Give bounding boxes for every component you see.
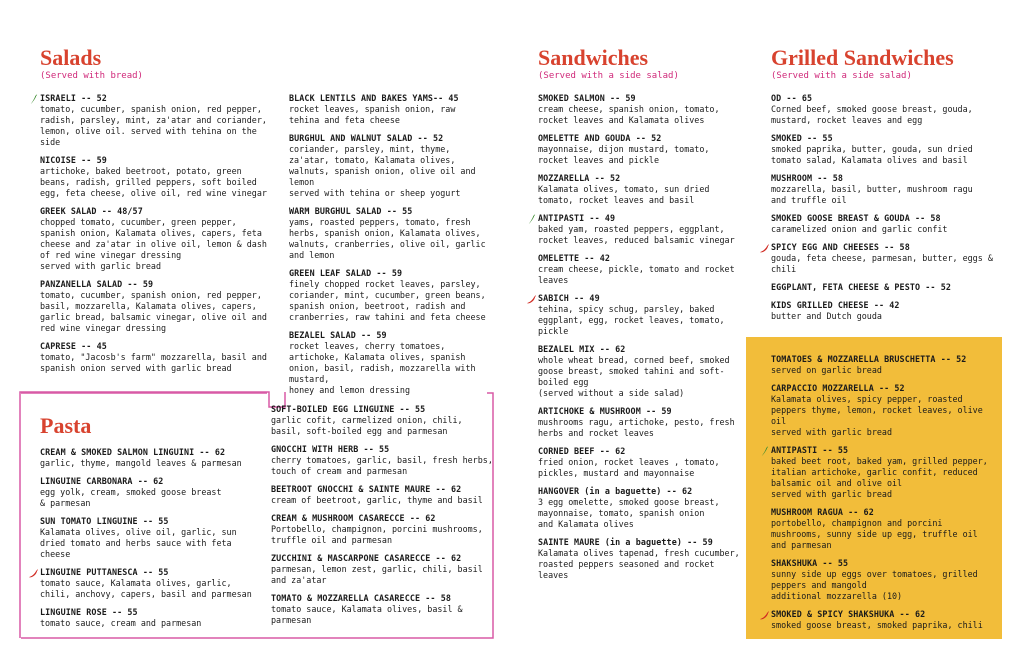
menu-item-description: butter and Dutch gouda <box>771 311 882 321</box>
red-chili-pepper-icon <box>28 568 39 579</box>
sandwich-menu-item <box>538 406 743 439</box>
sandwich-menu-item <box>538 213 743 246</box>
grilled-sandwich-menu-item <box>771 133 1001 166</box>
menu-item-name: GNOCCHI WITH HERB -- 55 <box>271 444 390 454</box>
menu-item-name: SMOKED & SPICY SHAKSHUKA -- 62 <box>771 609 926 619</box>
salad-menu-item <box>40 206 270 272</box>
sandwich-menu-item <box>538 133 743 166</box>
menu-item-name: SMOKED GOOSE BREAST & GOUDA -- 58 <box>771 213 941 223</box>
menu-item-description: served with garlic bread <box>771 489 893 499</box>
menu-item-name: NICOISE -- 59 <box>40 155 107 165</box>
pasta-menu-item <box>40 567 260 600</box>
sandwich-menu-item <box>538 486 743 530</box>
pasta-column-right <box>271 404 493 633</box>
menu-item-description: caramelized onion and garlic confit <box>771 224 948 234</box>
pasta-menu-item <box>271 593 493 626</box>
menu-item-description: Kalamata olives, tomato, sun dried tomato, rocket leaves and basil <box>538 184 710 205</box>
menu-item-name: LINGUINE CARBONARA -- 62 <box>40 476 164 486</box>
menu-item-description: Kalamata olives tapenad, fresh cucumber, roasted peppers seasoned and rocket leaves <box>538 548 740 580</box>
menu-item-description: & parmesan <box>40 498 91 508</box>
sandwiches-subtitle: (Served with a side salad) <box>538 71 679 81</box>
salads-subtitle: (Served with bread) <box>40 71 143 81</box>
menu-item-name: KIDS GRILLED CHEESE -- 42 <box>771 300 900 310</box>
menu-item-description: chopped tomato, cucumber, green pepper, spanish onion, Kalamata olives, capers, feta cheese and za'atar in olive oil, lemon & dash of red wine vinegar dressing <box>40 217 267 260</box>
sandwich-menu-item <box>538 537 743 581</box>
sandwich-menu-item <box>538 253 743 286</box>
menu-item-name: HANGOVER (in a baguette) -- 62 <box>538 486 693 496</box>
menu-item-description: honey and lemon dressing <box>289 385 411 395</box>
menu-item-description: mushrooms ragu, artichoke, pesto, fresh herbs and rocket leaves <box>538 417 735 438</box>
menu-item-description: rocket leaves, spanish onion, raw tehina and feta cheese <box>289 104 456 125</box>
menu-item-name: SMOKED SALMON -- 59 <box>538 93 636 103</box>
pasta-menu-item <box>40 447 260 469</box>
menu-item-description: Portobello, champignon, porcini mushrooms, truffle oil and parmesan <box>271 524 483 545</box>
menu-item-description: served with tehina or sheep yogurt <box>289 188 461 198</box>
menu-item-name: GREEN LEAF SALAD -- 59 <box>289 268 403 278</box>
menu-item-description: egg yolk, cream, smoked goose breast <box>40 487 222 497</box>
salads-title: Salads <box>40 45 102 70</box>
menu-item-name: MUSHROOM -- 58 <box>771 173 843 183</box>
pasta-menu-item <box>271 513 493 546</box>
red-chili-pepper-icon <box>759 610 770 621</box>
menu-item-description: cream of beetroot, garlic, thyme and basil <box>271 495 483 505</box>
salad-menu-item <box>40 341 270 374</box>
menu-item-description: coriander, parsley, mint, thyme, za'atar, tomato, Kalamata olives, walnuts, spanish onion, olive oil and lemon <box>289 144 476 187</box>
menu-item-description: baked yam, roasted peppers, eggplant, rocket leaves, reduced balsamic vinegar <box>538 224 735 245</box>
special-menu-item <box>771 383 996 438</box>
menu-item-description: artichoke, baked beetroot, potato, green beans, radish, grilled peppers, soft boiled egg, feta cheese, olive oil, red wine vinegar <box>40 166 267 198</box>
salad-menu-item <box>40 155 270 199</box>
grilled-sandwich-menu-item <box>771 173 1001 206</box>
menu-item-name: GREEK SALAD -- 48/57 <box>40 206 143 216</box>
menu-item-name: CAPRESE -- 45 <box>40 341 107 351</box>
menu-item-name: SOFT-BOILED EGG LINGUINE -- 55 <box>271 404 426 414</box>
grilled-sandwich-menu-item <box>771 213 1001 235</box>
menu-item-description: (served without a side salad) <box>538 388 685 398</box>
menu-item-name: PANZANELLA SALAD -- 59 <box>40 279 154 289</box>
menu-item-description: tomato, cucumber, spanish onion, red pepper, basil, mozzarella, Kalamata olives, capers, garlic bread, balsamic vinegar, olive oil and red wine vinegar dressing <box>40 290 267 333</box>
salad-menu-item <box>289 93 489 126</box>
menu-item-name: MUSHROOM RAGUA -- 62 <box>771 507 874 517</box>
menu-item-description: tehina, spicy schug, parsley, baked eggplant, egg, rocket leaves, tomato, pickle <box>538 304 725 336</box>
menu-item-name: BLACK LENTILS AND BAKES YAMS-- 45 <box>289 93 459 103</box>
salad-menu-item <box>289 268 489 323</box>
menu-item-name: ZUCCHINI & MASCARPONE CASARECCE -- 62 <box>271 553 462 563</box>
menu-item-name: ANTIPASTI -- 55 <box>771 445 849 455</box>
menu-item-name: ARTICHOKE & MUSHROOM -- 59 <box>538 406 672 416</box>
menu-item-name: SHAKSHUKA -- 55 <box>771 558 849 568</box>
salad-menu-item <box>40 93 270 148</box>
menu-item-name: SMOKED -- 55 <box>771 133 833 143</box>
menu-item-name: BEZALEL MIX -- 62 <box>538 344 626 354</box>
menu-item-name: ANTIPASTI -- 49 <box>538 213 616 223</box>
salads-column-left <box>40 93 270 381</box>
menu-item-description: sunny side up eggs over tomatoes, grilled peppers and mangold <box>771 569 978 590</box>
menu-item-name: BEETROOT GNOCCHI & SAINTE MAURE -- 62 <box>271 484 462 494</box>
menu-item-description: mayonnaise, dijon mustard, tomato, rocket leaves and pickle <box>538 144 710 165</box>
menu-item-name: TOMATOES & MOZZARELLA BRUSCHETTA -- 52 <box>771 354 967 364</box>
menu-item-name: OD -- 65 <box>771 93 813 103</box>
menu-item-description: finely chopped rocket leaves, parsley, coriander, mint, cucumber, green beans, spanish onion, beetroot, radish and cranberries, raw tahini and feta cheese <box>289 279 486 322</box>
special-menu-item <box>771 507 996 551</box>
grilled-sandwich-menu-item <box>771 282 1001 293</box>
salad-menu-item <box>40 279 270 334</box>
special-menu-item <box>771 445 996 500</box>
menu-item-name: MOZZARELLA -- 52 <box>538 173 621 183</box>
menu-item-name: OMELETTE AND GOUDA -- 52 <box>538 133 662 143</box>
grilled-column <box>771 93 1001 329</box>
red-chili-pepper-icon <box>526 294 537 305</box>
special-menu-item <box>771 354 996 376</box>
menu-item-description: garlic, thyme, mangold leaves & parmesan <box>40 458 242 468</box>
menu-item-name: LINGUINE PUTTANESCA -- 55 <box>40 567 169 577</box>
menu-item-description: tomato, cucumber, spanish onion, red pepper, radish, parsley, mint, za'atar and coriander, lemon, olive oil. served with tehina on the side <box>40 104 267 147</box>
menu-item-description: additional mozzarella (10) <box>771 591 903 601</box>
menu-item-description: smoked paprika, butter, gouda, sun dried tomato salad, Kalamata olives and basil <box>771 144 973 165</box>
salad-menu-item <box>289 330 489 396</box>
sandwich-menu-item <box>538 293 743 337</box>
pasta-column-left <box>40 447 260 636</box>
menu-item-name: CREAM & MUSHROOM CASARECCE -- 62 <box>271 513 436 523</box>
menu-item-description: tomato, "Jacosb's farm" mozzarella, basil and spanish onion served with garlic bread <box>40 352 267 373</box>
menu-item-name: TOMATO & MOZZARELLA CASARECCE -- 58 <box>271 593 451 603</box>
menu-item-description: whole wheat bread, corned beef, smoked goose breast, smoked tahini and soft-boiled egg <box>538 355 730 387</box>
special-menu-item <box>771 558 996 602</box>
salads-column-right <box>289 93 489 403</box>
sandwiches-title: Sandwiches <box>538 45 649 70</box>
pasta-menu-item <box>271 444 493 477</box>
menu-item-description: portobello, champignon and porcini mushrooms, sunny side up egg, truffle oil and parmesan <box>771 518 978 550</box>
grilled-subtitle: (Served with a side salad) <box>771 71 912 81</box>
menu-item-name: SAINTE MAURE (in a baguette) -- 59 <box>538 537 713 547</box>
grilled-title: Grilled Sandwiches <box>771 45 954 70</box>
pasta-menu-item <box>271 404 493 437</box>
pasta-title: Pasta <box>40 413 92 438</box>
menu-item-description: parmesan, lemon zest, garlic, chili, basil and za'atar <box>271 564 483 585</box>
grilled-sandwich-menu-item <box>771 300 1001 322</box>
menu-item-description: tomato sauce, Kalamata olives, basil & parmesan <box>271 604 463 625</box>
menu-item-name: BEZALEL SALAD -- 59 <box>289 330 387 340</box>
menu-item-description: served with garlic bread <box>40 261 162 271</box>
menu-item-name: WARM BURGHUL SALAD -- 55 <box>289 206 413 216</box>
menu-item-description: baked beet root, baked yam, grilled pepper, italian artichoke, garlic confit, reduced balsamic oil and olive oil <box>771 456 988 488</box>
menu-item-name: BURGHUL AND WALNUT SALAD -- 52 <box>289 133 444 143</box>
menu-item-description: fried onion, rocket leaves , tomato, pickles, mustard and mayonnaise <box>538 457 720 478</box>
sandwiches-column <box>538 93 743 588</box>
menu-item-description: cherry tomatoes, garlic, basil, fresh herbs, touch of cream and parmesan <box>271 455 493 476</box>
menu-item-name: SABICH -- 49 <box>538 293 600 303</box>
red-chili-pepper-icon <box>759 243 770 254</box>
menu-item-description: smoked goose breast, smoked paprika, chili <box>771 620 983 630</box>
menu-item-description: and truffle oil <box>771 195 847 205</box>
menu-item-name: EGGPLANT, FETA CHEESE & PESTO -- 52 <box>771 282 951 292</box>
green-chili-pepper-icon <box>28 94 39 105</box>
menu-item-description: served with garlic bread <box>771 427 893 437</box>
sandwich-menu-item <box>538 173 743 206</box>
menu-item-description: cream cheese, pickle, tomato and rocket leaves <box>538 264 735 285</box>
menu-item-description: gouda, feta cheese, parmesan, butter, eggs & chili <box>771 253 993 274</box>
sandwich-menu-item <box>538 446 743 479</box>
pasta-menu-item <box>271 484 493 506</box>
menu-item-name: CARPACCIO MOZZARELLA -- 52 <box>771 383 905 393</box>
salad-menu-item <box>289 133 489 199</box>
pasta-menu-item <box>271 553 493 586</box>
sandwich-menu-item <box>538 93 743 126</box>
green-chili-pepper-icon <box>526 214 537 225</box>
menu-item-description: Corned beef, smoked goose breast, gouda, mustard, rocket leaves and egg <box>771 104 973 125</box>
menu-item-name: CORNED BEEF -- 62 <box>538 446 626 456</box>
pasta-menu-item <box>40 516 260 560</box>
green-chili-pepper-icon <box>759 446 770 457</box>
pasta-menu-item <box>40 476 260 509</box>
grilled-sandwich-menu-item <box>771 242 1001 275</box>
menu-item-description: yams, roasted peppers, tomato, fresh herbs, spanish onion, Kalamata olives, walnuts, cranberries, olive oil, garlic and lemon <box>289 217 486 260</box>
menu-item-description: Kalamata olives, olive oil, garlic, sun dried tomato and herbs sauce with feta cheese <box>40 527 237 559</box>
special-menu-item <box>771 609 996 631</box>
menu-item-description: mozzarella, basil, butter, mushroom ragu <box>771 184 973 194</box>
sandwich-menu-item <box>538 344 743 399</box>
menu-item-description: Kalamata olives, spicy pepper, roasted peppers thyme, lemon, rocket leaves, olive oil <box>771 394 983 426</box>
menu-item-description: garlic cofit, carmelized onion, chili, basil, soft-boiled egg and parmesan <box>271 415 463 436</box>
menu-item-description: 3 egg omelette, smoked goose breast, mayonnaise, tomato, spanish onion <box>538 497 720 518</box>
menu-item-description: rocket leaves, cherry tomatoes, artichoke, Kalamata olives, spanish onion, basil, radish, mozzarella with mustard, <box>289 341 476 384</box>
menu-item-description: served on garlic bread <box>771 365 882 375</box>
specials-column <box>771 354 996 638</box>
pasta-menu-item <box>40 607 260 629</box>
menu-item-name: SUN TOMATO LINGUINE -- 55 <box>40 516 169 526</box>
salad-menu-item <box>289 206 489 261</box>
menu-item-name: ISRAELI -- 52 <box>40 93 107 103</box>
menu-item-name: CREAM & SMOKED SALMON LINGUINI -- 62 <box>40 447 226 457</box>
menu-item-name: OMELETTE -- 42 <box>538 253 610 263</box>
menu-item-description: and Kalamata olives <box>538 519 634 529</box>
menu-item-description: tomato sauce, Kalamata olives, garlic, chili, anchovy, capers, basil and parmesan <box>40 578 252 599</box>
menu-item-description: tomato sauce, cream and parmesan <box>40 618 202 628</box>
grilled-sandwich-menu-item <box>771 93 1001 126</box>
menu-item-name: SPICY EGG AND CHEESES -- 58 <box>771 242 910 252</box>
menu-item-name: LINGUINE ROSE -- 55 <box>40 607 138 617</box>
menu-item-description: cream cheese, spanish onion, tomato, rocket leaves and Kalamata olives <box>538 104 720 125</box>
